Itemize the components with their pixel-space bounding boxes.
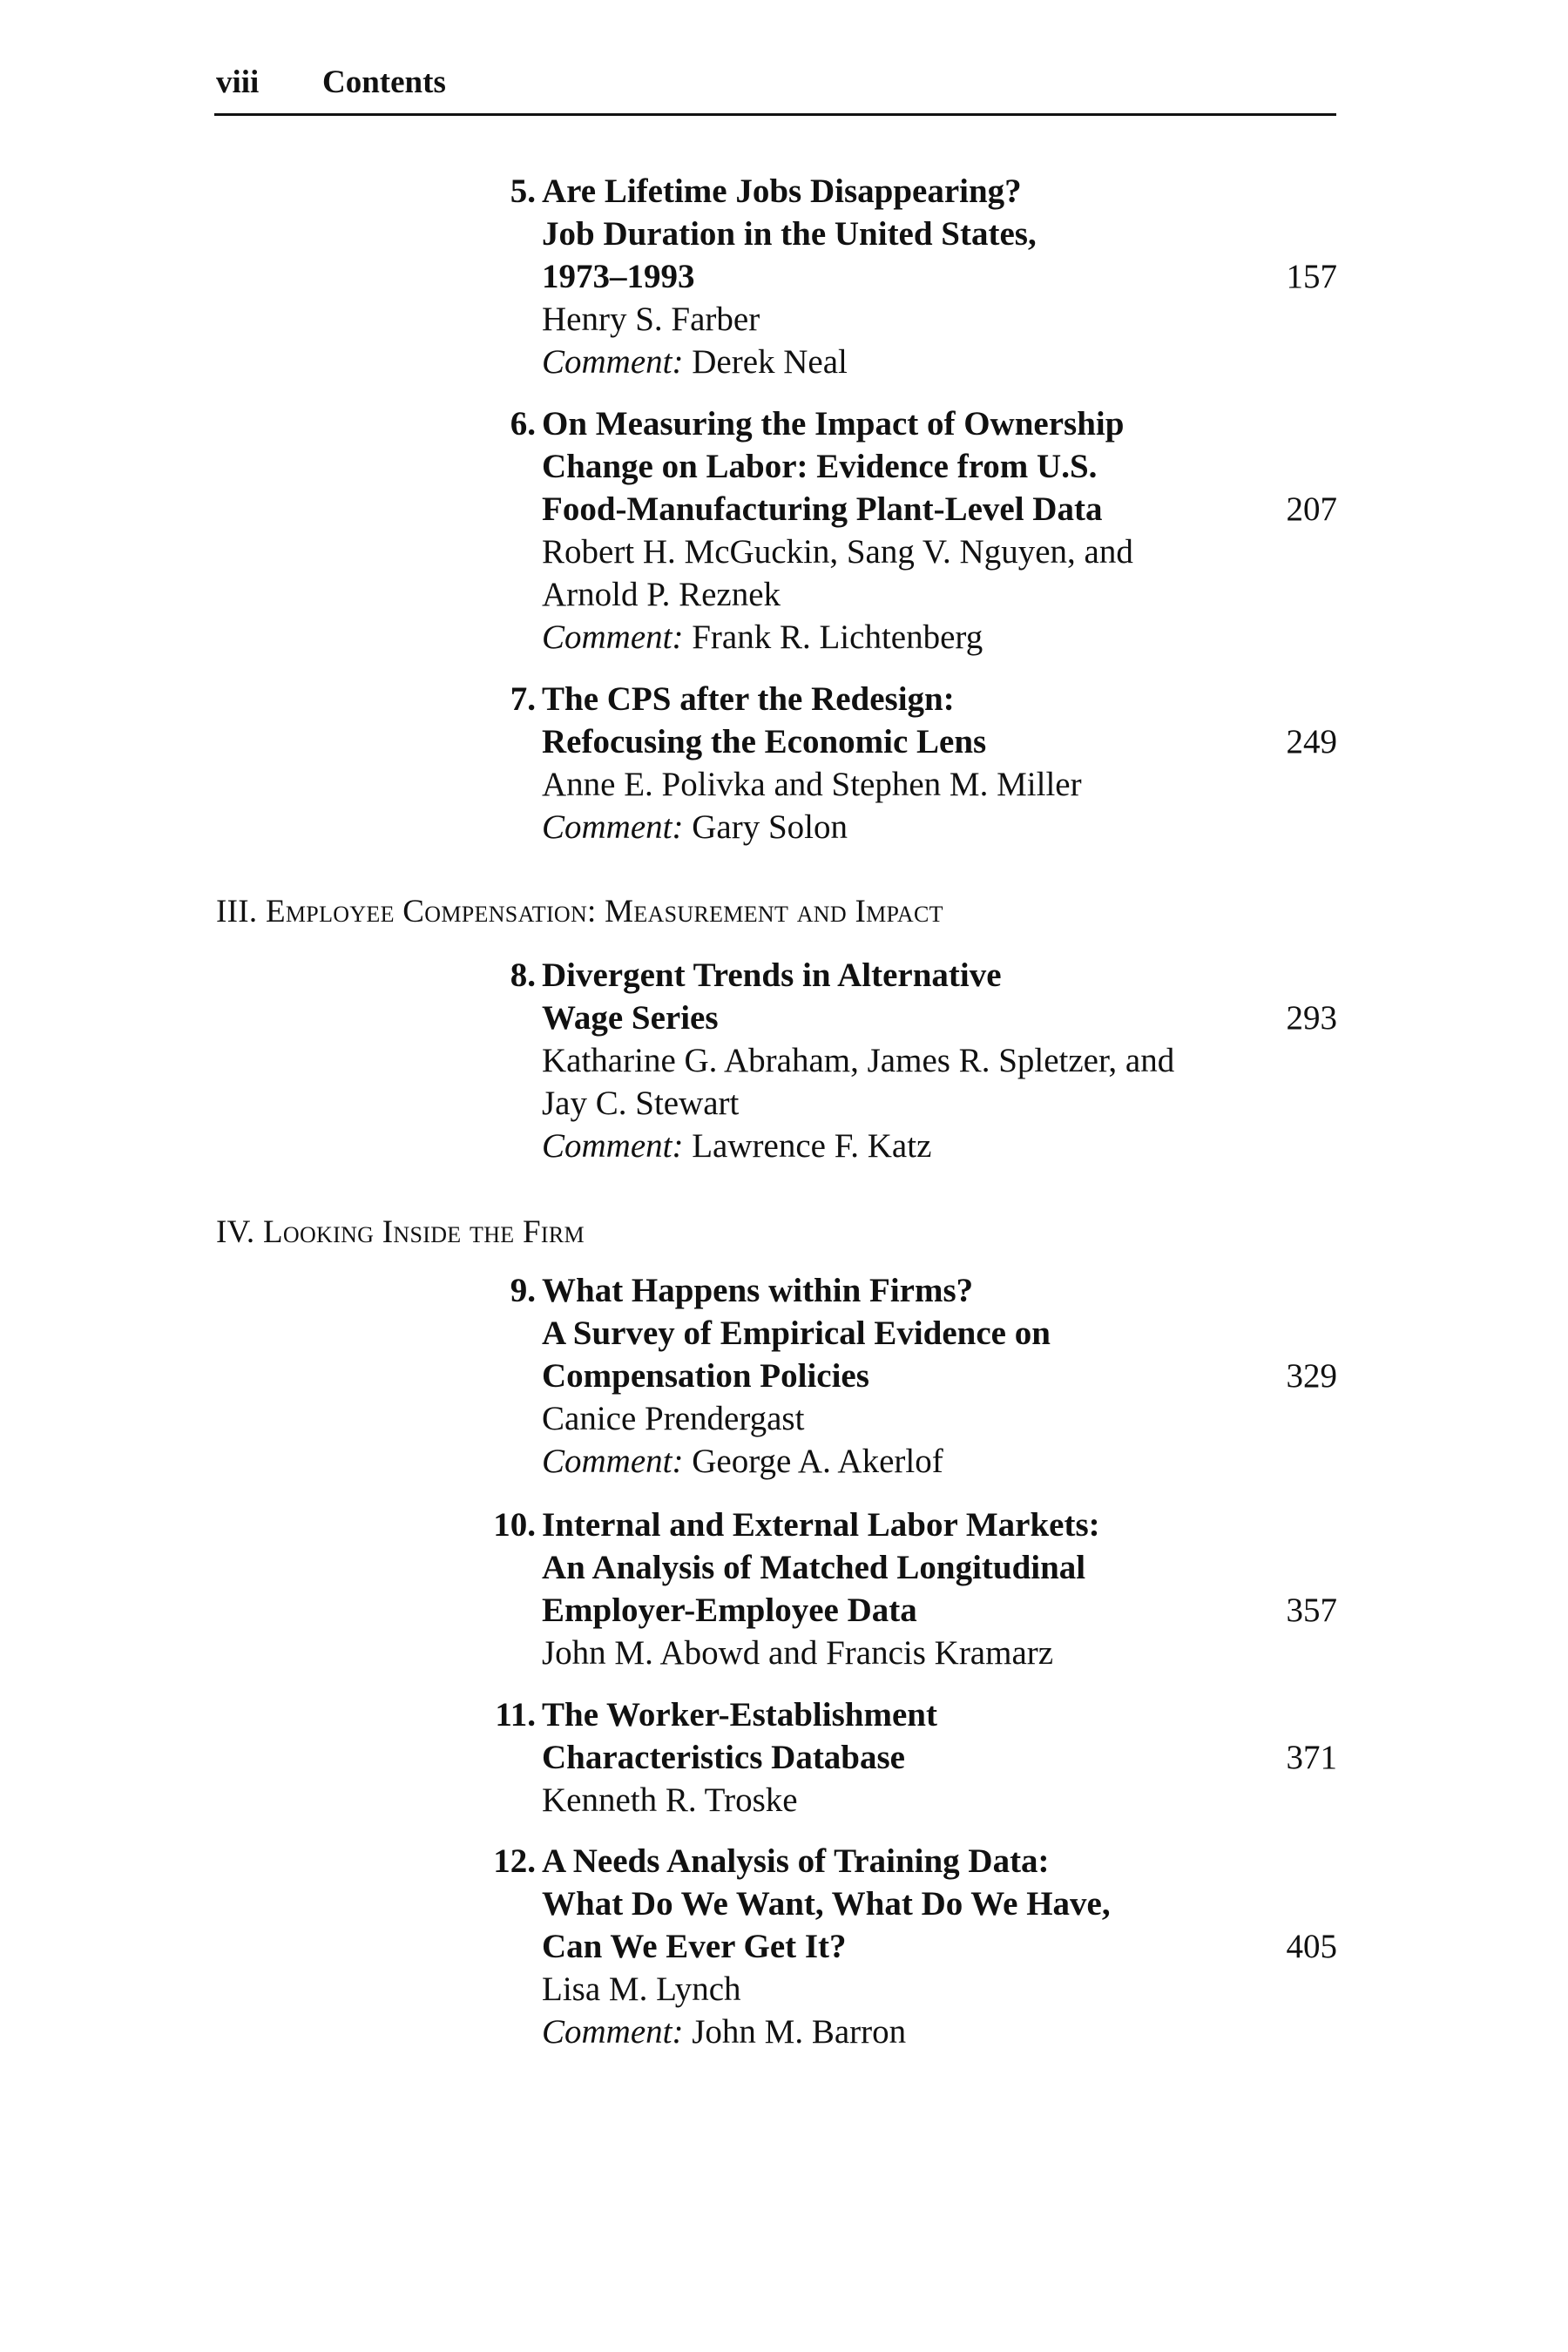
- commenter: George A. Akerlof: [692, 1443, 943, 1480]
- commenter: Lawrence F. Katz: [692, 1127, 932, 1165]
- chapter-number: 11.: [495, 1696, 536, 1734]
- chapter-title-line: Divergent Trends in Alternative: [542, 956, 1002, 994]
- page-number: 157: [1286, 258, 1337, 295]
- toc-entry[interactable]: [470, 402, 1337, 659]
- part-numeral: III.: [216, 894, 258, 929]
- commenter: Gary Solon: [692, 808, 848, 846]
- author-line: Jay C. Stewart: [542, 1085, 740, 1122]
- part-heading-iv: [216, 1211, 585, 1254]
- running-header: [216, 61, 1335, 104]
- chapter-number: 5.: [510, 172, 536, 210]
- page-number: 249: [1286, 723, 1337, 760]
- chapter-title-line: Change on Labor: Evidence from U.S.: [542, 448, 1098, 485]
- page-number: 357: [1286, 1592, 1337, 1629]
- chapter-title-line: A Survey of Empirical Evidence on: [542, 1315, 1051, 1352]
- toc-entry[interactable]: [470, 1504, 1337, 1674]
- chapter-number: 7.: [510, 680, 536, 718]
- comment-line: [542, 1125, 1337, 1167]
- comment-label: Comment:: [542, 618, 684, 656]
- toc-entry[interactable]: [470, 170, 1337, 383]
- chapter-title-line: The Worker-Establishment: [542, 1696, 937, 1734]
- comment-label: Comment:: [542, 1127, 684, 1165]
- chapter-number: 9.: [510, 1272, 536, 1309]
- toc-entry[interactable]: [470, 678, 1337, 848]
- chapter-title-line: What Do We Want, What Do We Have,: [542, 1885, 1111, 1923]
- toc-entry[interactable]: [470, 954, 1337, 1167]
- author-line: Kenneth R. Troske: [542, 1781, 798, 1819]
- author-line: Anne E. Polivka and Stephen M. Miller: [542, 766, 1082, 803]
- chapter-title-line: Can We Ever Get It?: [542, 1928, 847, 1965]
- chapter-title-line: Characteristics Database: [542, 1739, 905, 1776]
- comment-line: [542, 341, 1337, 383]
- author-line: Katharine G. Abraham, James R. Spletzer, and: [542, 1042, 1175, 1079]
- chapter-title-line: An Analysis of Matched Longitudinal: [542, 1549, 1086, 1586]
- header-rule: [214, 113, 1336, 116]
- chapter-title-line: Wage Series: [542, 999, 719, 1037]
- chapter-title-line: Internal and External Labor Markets:: [542, 1506, 1100, 1544]
- chapter-title-line: The CPS after the Redesign:: [542, 680, 955, 718]
- chapter-title-line: On Measuring the Impact of Ownership: [542, 405, 1125, 443]
- chapter-title-line: 1973–1993: [542, 258, 695, 295]
- toc-entry[interactable]: [470, 1693, 1337, 1821]
- page-number: 293: [1286, 999, 1337, 1037]
- part-numeral: IV.: [216, 1214, 255, 1250]
- chapter-title-line: Refocusing the Economic Lens: [542, 723, 987, 760]
- comment-label: Comment:: [542, 343, 684, 381]
- page-number: 371: [1286, 1739, 1337, 1776]
- author-line: Canice Prendergast: [542, 1400, 805, 1437]
- header-title: Contents: [322, 64, 446, 100]
- chapter-number: 8.: [510, 956, 536, 994]
- page-number: 207: [1286, 490, 1337, 528]
- chapter-number: 10.: [493, 1506, 536, 1544]
- part-heading-iii: [216, 890, 943, 933]
- commenter: Frank R. Lichtenberg: [692, 618, 983, 656]
- chapter-title-line: What Happens within Firms?: [542, 1272, 974, 1309]
- chapter-number: 6.: [510, 405, 536, 443]
- author-line: Arnold P. Reznek: [542, 576, 781, 613]
- toc-entry[interactable]: [470, 1840, 1337, 2053]
- part-title: Looking Inside the Firm: [263, 1214, 585, 1250]
- chapter-title-line: Compensation Policies: [542, 1357, 869, 1395]
- toc-entry[interactable]: [470, 1269, 1337, 1483]
- chapter-number: 12.: [493, 1842, 536, 1880]
- commenter: John M. Barron: [692, 2013, 907, 2051]
- part-title: Employee Compensation: Measurement and Impact: [265, 894, 943, 929]
- author-line: Robert H. McGuckin, Sang V. Nguyen, and: [542, 533, 1133, 571]
- chapter-title-line: Employer-Employee Data: [542, 1592, 917, 1629]
- page-number: 405: [1286, 1928, 1337, 1965]
- author-line: Lisa M. Lynch: [542, 1970, 741, 2008]
- chapter-title-line: A Needs Analysis of Training Data:: [542, 1842, 1050, 1880]
- comment-line: [542, 616, 1337, 659]
- commenter: Derek Neal: [692, 343, 848, 381]
- comment-label: Comment:: [542, 2013, 684, 2051]
- comment-line: [542, 2011, 1337, 2053]
- comment-label: Comment:: [542, 1443, 684, 1480]
- comment-label: Comment:: [542, 808, 684, 846]
- page-number: 329: [1286, 1357, 1337, 1395]
- author-line: Henry S. Farber: [542, 301, 760, 338]
- chapter-title-line: Are Lifetime Jobs Disappearing?: [542, 172, 1022, 210]
- comment-line: [542, 806, 1337, 848]
- chapter-title-line: Job Duration in the United States,: [542, 215, 1037, 253]
- comment-line: [542, 1440, 1337, 1483]
- chapter-title-line: Food-Manufacturing Plant-Level Data: [542, 490, 1103, 528]
- header-page-number: viii: [216, 64, 260, 100]
- author-line: John M. Abowd and Francis Kramarz: [542, 1634, 1054, 1672]
